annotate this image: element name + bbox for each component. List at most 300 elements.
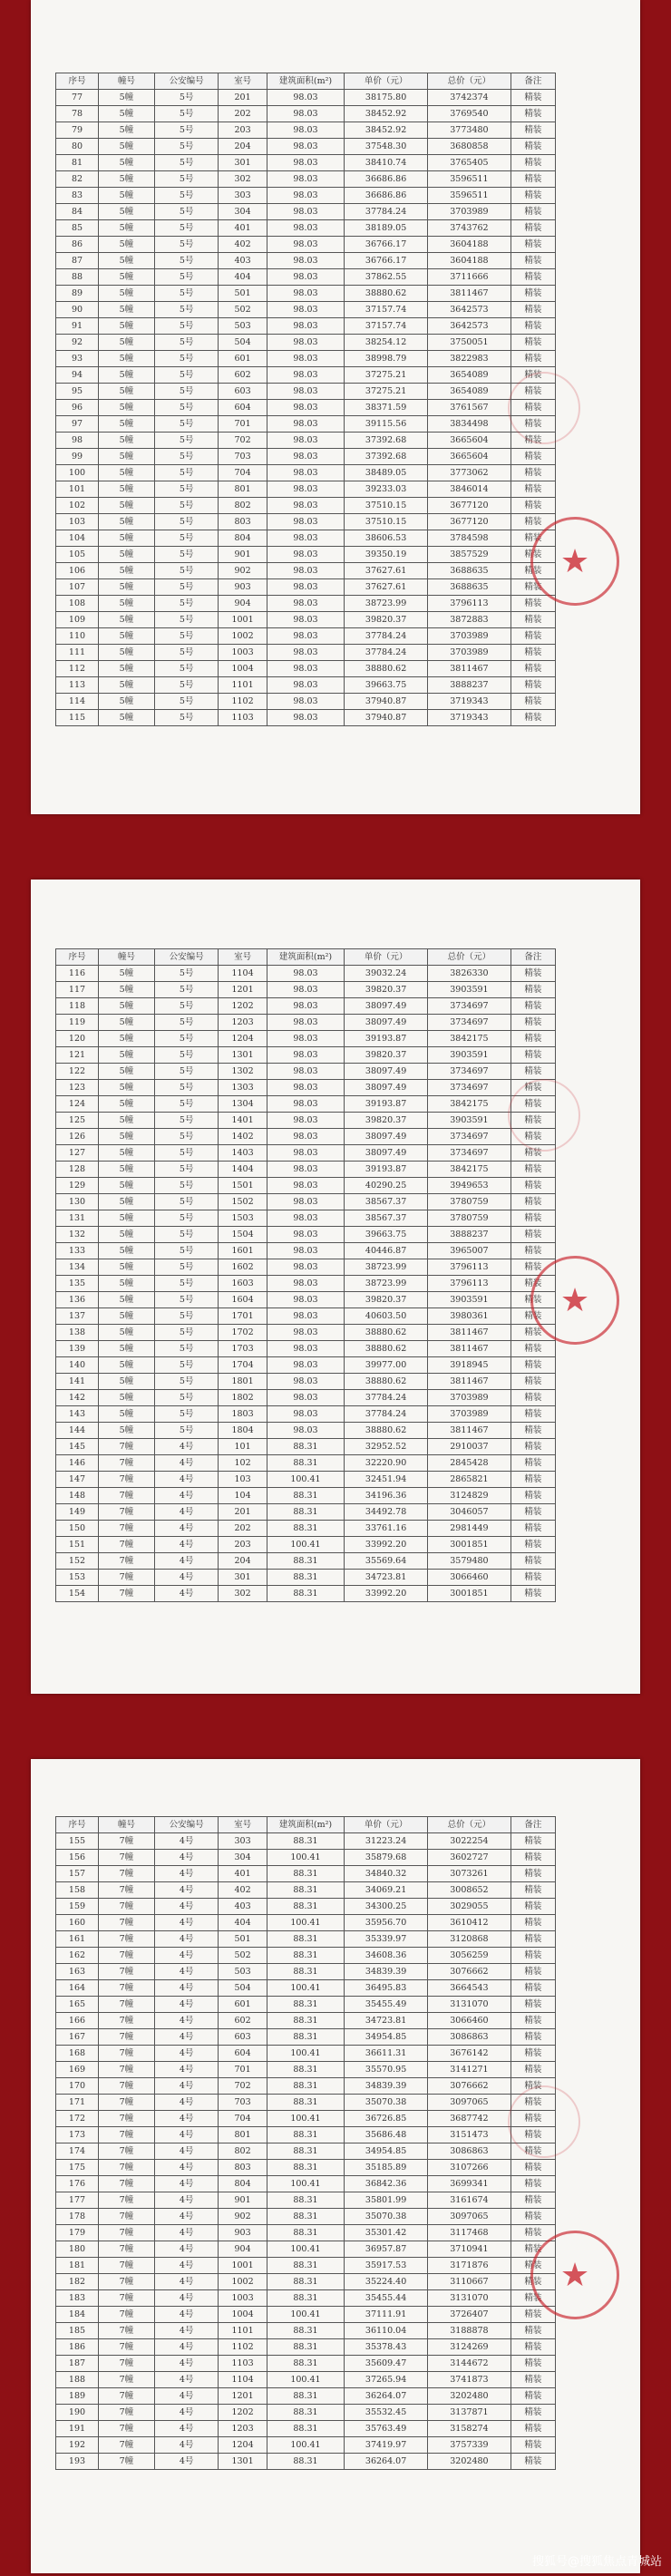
table-cell: 3726407 xyxy=(428,2307,511,2323)
table-cell: 精装 xyxy=(511,612,555,628)
table-cell: 37419.97 xyxy=(345,2437,428,2454)
table-cell: 3734697 xyxy=(428,1145,511,1162)
table-cell: 精装 xyxy=(511,596,555,612)
table-cell: 5幢 xyxy=(98,677,154,694)
table-cell: 180 xyxy=(56,2241,99,2258)
table-cell: 98.03 xyxy=(267,1374,344,1390)
table-cell: 98.03 xyxy=(267,465,344,481)
table-cell: 38371.59 xyxy=(345,400,428,416)
table-cell: 127 xyxy=(56,1145,99,1162)
table-cell: 5幢 xyxy=(98,400,154,416)
table-row xyxy=(56,1113,556,1129)
column-header: 单价（元） xyxy=(345,949,428,966)
table-cell: 134 xyxy=(56,1259,99,1276)
table-cell: 3188878 xyxy=(428,2323,511,2339)
table-cell: 5幢 xyxy=(98,1047,154,1064)
table-cell: 精装 xyxy=(511,1292,555,1308)
table-cell: 35801.99 xyxy=(345,2192,428,2209)
table-cell: 精装 xyxy=(511,1259,555,1276)
table-cell: 38880.62 xyxy=(345,661,428,677)
table-cell: 38606.53 xyxy=(345,530,428,547)
table-cell: 3822983 xyxy=(428,351,511,367)
table-cell: 100.41 xyxy=(267,2241,344,2258)
table-cell: 100 xyxy=(56,465,99,481)
table-cell: 3780759 xyxy=(428,1210,511,1227)
table-cell: 39115.56 xyxy=(345,416,428,433)
table-cell: 37157.74 xyxy=(345,302,428,318)
table-cell: 502 xyxy=(219,302,267,318)
table-row xyxy=(56,1178,556,1194)
table-cell: 98.03 xyxy=(267,106,344,122)
table-row xyxy=(56,188,556,204)
table-row xyxy=(56,2111,556,2127)
table-cell: 1201 xyxy=(219,982,267,998)
table-cell: 7幢 xyxy=(98,1586,154,1602)
table-cell: 111 xyxy=(56,645,99,661)
table-row xyxy=(56,579,556,596)
table-cell: 5号 xyxy=(154,481,218,498)
table-cell: 3949653 xyxy=(428,1178,511,1194)
table-cell: 301 xyxy=(219,1570,267,1586)
table-cell: 精装 xyxy=(511,2339,555,2356)
table-cell: 38489.05 xyxy=(345,465,428,481)
table-cell: 77 xyxy=(56,90,99,106)
table-cell: 185 xyxy=(56,2323,99,2339)
table-cell: 37392.68 xyxy=(345,449,428,465)
table-cell: 5幢 xyxy=(98,694,154,710)
table-cell: 182 xyxy=(56,2274,99,2290)
table-cell: 38567.37 xyxy=(345,1194,428,1210)
table-cell: 精装 xyxy=(511,1341,555,1357)
table-cell: 3743762 xyxy=(428,220,511,237)
table-row xyxy=(56,563,556,579)
table-cell: 501 xyxy=(219,286,267,302)
table-cell: 143 xyxy=(56,1406,99,1423)
table-cell: 502 xyxy=(219,1948,267,1964)
table-cell: 1302 xyxy=(219,1064,267,1080)
table-cell: 98.03 xyxy=(267,1406,344,1423)
table-row xyxy=(56,1390,556,1406)
table-cell: 精装 xyxy=(511,1915,555,1931)
seal-icon: ★ xyxy=(530,517,619,606)
table-cell: 98.03 xyxy=(267,1227,344,1243)
table-cell: 36495.83 xyxy=(345,1980,428,1997)
table-cell: 5幢 xyxy=(98,596,154,612)
table-cell: 精装 xyxy=(511,1455,555,1472)
table-cell: 40290.25 xyxy=(345,1178,428,1194)
table-cell: 504 xyxy=(219,1980,267,1997)
table-cell: 3750051 xyxy=(428,335,511,351)
table-cell: 104 xyxy=(219,1488,267,1504)
column-header: 建筑面积(m²) xyxy=(267,1817,344,1833)
table-cell: 3596511 xyxy=(428,171,511,188)
table-cell: 5幢 xyxy=(98,966,154,982)
table-row xyxy=(56,998,556,1015)
column-header: 备注 xyxy=(511,949,555,966)
table-cell: 401 xyxy=(219,1866,267,1882)
table-cell: 7幢 xyxy=(98,2127,154,2143)
table-cell: 33761.16 xyxy=(345,1521,428,1537)
table-cell: 162 xyxy=(56,1948,99,1964)
table-cell: 5号 xyxy=(154,1047,218,1064)
table-row xyxy=(56,481,556,498)
table-cell: 5幢 xyxy=(98,1357,154,1374)
table-cell: 98.03 xyxy=(267,1145,344,1162)
table-cell: 36842.36 xyxy=(345,2176,428,2192)
table-cell: 3687742 xyxy=(428,2111,511,2127)
table-cell: 4号 xyxy=(154,2176,218,2192)
table-cell: 5幢 xyxy=(98,384,154,400)
table-cell: 38723.99 xyxy=(345,596,428,612)
table-cell: 1004 xyxy=(219,2307,267,2323)
table-cell: 804 xyxy=(219,530,267,547)
table-cell: 7幢 xyxy=(98,1915,154,1931)
table-cell: 34723.81 xyxy=(345,1570,428,1586)
table-cell: 110 xyxy=(56,628,99,645)
table-cell: 7幢 xyxy=(98,1439,154,1455)
table-cell: 5号 xyxy=(154,1259,218,1276)
table-cell: 803 xyxy=(219,2160,267,2176)
table-cell: 801 xyxy=(219,481,267,498)
table-cell: 34954.85 xyxy=(345,2143,428,2160)
table-cell: 38189.05 xyxy=(345,220,428,237)
table-cell: 902 xyxy=(219,563,267,579)
table-cell: 802 xyxy=(219,498,267,514)
table-row xyxy=(56,1259,556,1276)
table-cell: 98.03 xyxy=(267,1015,344,1031)
table-cell: 158 xyxy=(56,1882,99,1899)
table-cell: 84 xyxy=(56,204,99,220)
table-row xyxy=(56,1866,556,1882)
table-cell: 7幢 xyxy=(98,2209,154,2225)
table-cell: 1601 xyxy=(219,1243,267,1259)
table-cell: 98.03 xyxy=(267,1031,344,1047)
table-cell: 3811467 xyxy=(428,1325,511,1341)
table-row xyxy=(56,90,556,106)
table-cell: 7幢 xyxy=(98,2078,154,2095)
table-cell: 109 xyxy=(56,612,99,628)
table-cell: 4号 xyxy=(154,1504,218,1521)
table-cell: 153 xyxy=(56,1570,99,1586)
table-cell: 37784.24 xyxy=(345,1390,428,1406)
table-row xyxy=(56,498,556,514)
table-cell: 98.03 xyxy=(267,694,344,710)
table-cell: 3703989 xyxy=(428,645,511,661)
table-cell: 137 xyxy=(56,1308,99,1325)
table-cell: 3131070 xyxy=(428,2290,511,2307)
table-cell: 精装 xyxy=(511,1586,555,1602)
table-cell: 5幢 xyxy=(98,982,154,998)
table-cell: 36766.17 xyxy=(345,237,428,253)
table-cell: 5幢 xyxy=(98,530,154,547)
table-cell: 3699341 xyxy=(428,2176,511,2192)
table-cell: 604 xyxy=(219,400,267,416)
table-cell: 704 xyxy=(219,2111,267,2127)
table-cell: 7幢 xyxy=(98,2176,154,2192)
table-cell: 88.31 xyxy=(267,1488,344,1504)
table-cell: 88.31 xyxy=(267,1570,344,1586)
table-cell: 5幢 xyxy=(98,563,154,579)
table-cell: 90 xyxy=(56,302,99,318)
table-cell: 3066460 xyxy=(428,1570,511,1586)
table-cell: 精装 xyxy=(511,220,555,237)
table-cell: 5幢 xyxy=(98,514,154,530)
table-cell: 168 xyxy=(56,2046,99,2062)
table-cell: 3796113 xyxy=(428,596,511,612)
table-cell: 3097065 xyxy=(428,2095,511,2111)
table-cell: 402 xyxy=(219,237,267,253)
table-row xyxy=(56,1850,556,1866)
column-header: 公安编号 xyxy=(154,949,218,966)
table-row xyxy=(56,139,556,155)
table-cell: 1204 xyxy=(219,2437,267,2454)
table-cell: 86 xyxy=(56,237,99,253)
table-cell: 97 xyxy=(56,416,99,433)
table-cell: 3202480 xyxy=(428,2388,511,2405)
table-cell: 7幢 xyxy=(98,1980,154,1997)
table-cell: 183 xyxy=(56,2290,99,2307)
table-cell: 7幢 xyxy=(98,1833,154,1850)
table-row xyxy=(56,2454,556,2470)
seal-icon: ★ xyxy=(530,1256,619,1345)
table-cell: 精装 xyxy=(511,1866,555,1882)
table-cell: 精装 xyxy=(511,677,555,694)
table-cell: 精装 xyxy=(511,998,555,1015)
table-cell: 精装 xyxy=(511,2160,555,2176)
table-cell: 4号 xyxy=(154,1915,218,1931)
table-cell: 1002 xyxy=(219,2274,267,2290)
table-cell: 112 xyxy=(56,661,99,677)
table-cell: 1202 xyxy=(219,2405,267,2421)
table-cell: 1303 xyxy=(219,1080,267,1096)
table-cell: 3086863 xyxy=(428,2029,511,2046)
table-cell: 5号 xyxy=(154,661,218,677)
table-row xyxy=(56,1586,556,1602)
table-cell: 7幢 xyxy=(98,2029,154,2046)
table-cell: 5号 xyxy=(154,188,218,204)
table-cell: 108 xyxy=(56,596,99,612)
table-cell: 98.03 xyxy=(267,449,344,465)
table-row xyxy=(56,433,556,449)
table-cell: 5幢 xyxy=(98,1227,154,1243)
table-row xyxy=(56,237,556,253)
table-cell: 精装 xyxy=(511,90,555,106)
table-cell: 37784.24 xyxy=(345,1406,428,1423)
table-cell: 33992.20 xyxy=(345,1537,428,1553)
table-cell: 98.03 xyxy=(267,982,344,998)
table-cell: 4号 xyxy=(154,2143,218,2160)
table-cell: 4号 xyxy=(154,2421,218,2437)
table-cell: 4号 xyxy=(154,2405,218,2421)
table-cell: 98.03 xyxy=(267,171,344,188)
table-cell: 3688635 xyxy=(428,563,511,579)
table-cell: 404 xyxy=(219,269,267,286)
table-cell: 38097.49 xyxy=(345,1145,428,1162)
table-cell: 精装 xyxy=(511,1145,555,1162)
table-cell: 精装 xyxy=(511,1080,555,1096)
table-cell: 1001 xyxy=(219,2258,267,2274)
table-cell: 188 xyxy=(56,2372,99,2388)
table-cell: 5幢 xyxy=(98,710,154,726)
table-cell: 85 xyxy=(56,220,99,237)
table-cell: 38452.92 xyxy=(345,106,428,122)
table-cell: 192 xyxy=(56,2437,99,2454)
table-row xyxy=(56,2323,556,2339)
table-cell: 98.03 xyxy=(267,155,344,171)
table-cell: 精装 xyxy=(511,1931,555,1948)
table-cell: 精装 xyxy=(511,269,555,286)
table-cell: 精装 xyxy=(511,318,555,335)
table-cell: 5幢 xyxy=(98,253,154,269)
table-cell: 7幢 xyxy=(98,1899,154,1915)
table-cell: 精装 xyxy=(511,367,555,384)
table-cell: 141 xyxy=(56,1374,99,1390)
table-cell: 1202 xyxy=(219,998,267,1015)
table-cell: 3846014 xyxy=(428,481,511,498)
table-cell: 4号 xyxy=(154,2062,218,2078)
table-cell: 34839.39 xyxy=(345,1964,428,1980)
table-cell: 1702 xyxy=(219,1325,267,1341)
table-cell: 5号 xyxy=(154,318,218,335)
table-cell: 5幢 xyxy=(98,661,154,677)
table-row xyxy=(56,1341,556,1357)
table-cell: 5幢 xyxy=(98,628,154,645)
table-cell: 4号 xyxy=(154,2339,218,2356)
table-cell: 5号 xyxy=(154,1390,218,1406)
table-cell: 精装 xyxy=(511,1964,555,1980)
table-cell: 7幢 xyxy=(98,2356,154,2372)
table-cell: 5号 xyxy=(154,139,218,155)
table-cell: 36264.07 xyxy=(345,2388,428,2405)
table-cell: 33992.20 xyxy=(345,1586,428,1602)
table-cell: 98.03 xyxy=(267,1325,344,1341)
table-row xyxy=(56,1472,556,1488)
table-cell: 302 xyxy=(219,171,267,188)
column-header: 公安编号 xyxy=(154,1817,218,1833)
table-cell: 702 xyxy=(219,2078,267,2095)
table-cell: 88.31 xyxy=(267,1455,344,1472)
price-table-2 xyxy=(55,948,556,1602)
table-cell: 140 xyxy=(56,1357,99,1374)
table-row xyxy=(56,2062,556,2078)
table-row xyxy=(56,286,556,302)
column-header: 单价（元） xyxy=(345,1817,428,1833)
price-table-1 xyxy=(55,73,556,726)
table-cell: 88.31 xyxy=(267,1964,344,1980)
table-cell: 3677120 xyxy=(428,514,511,530)
table-cell: 5幢 xyxy=(98,1276,154,1292)
table-row xyxy=(56,171,556,188)
table-cell: 1102 xyxy=(219,694,267,710)
table-cell: 37265.94 xyxy=(345,2372,428,2388)
table-cell: 精装 xyxy=(511,1162,555,1178)
table-cell: 36726.85 xyxy=(345,2111,428,2127)
table-cell: 184 xyxy=(56,2307,99,2323)
table-cell: 3765405 xyxy=(428,155,511,171)
table-cell: 1203 xyxy=(219,2421,267,2437)
table-cell: 603 xyxy=(219,2029,267,2046)
table-cell: 4号 xyxy=(154,2454,218,2470)
table-cell: 1403 xyxy=(219,1145,267,1162)
table-cell: 88.31 xyxy=(267,2160,344,2176)
table-cell: 7幢 xyxy=(98,2437,154,2454)
table-row xyxy=(56,1276,556,1292)
table-cell: 37784.24 xyxy=(345,628,428,645)
table-row xyxy=(56,710,556,726)
table-cell: 精装 xyxy=(511,1210,555,1227)
table-cell: 124 xyxy=(56,1096,99,1113)
table-row xyxy=(56,1521,556,1537)
table-cell: 3857529 xyxy=(428,547,511,563)
table-cell: 903 xyxy=(219,2225,267,2241)
table-cell: 100.41 xyxy=(267,2176,344,2192)
table-cell: 172 xyxy=(56,2111,99,2127)
column-header: 序号 xyxy=(56,1817,99,1833)
table-cell: 7幢 xyxy=(98,1850,154,1866)
table-cell: 精装 xyxy=(511,579,555,596)
table-row xyxy=(56,1194,556,1210)
table-cell: 精装 xyxy=(511,1325,555,1341)
table-cell: 3131070 xyxy=(428,1997,511,2013)
table-cell: 精装 xyxy=(511,1537,555,1553)
table-cell: 35070.38 xyxy=(345,2095,428,2111)
table-cell: 7幢 xyxy=(98,2307,154,2323)
table-cell: 5号 xyxy=(154,1064,218,1080)
table-cell: 126 xyxy=(56,1129,99,1145)
table-cell: 3654089 xyxy=(428,384,511,400)
table-cell: 98.03 xyxy=(267,645,344,661)
table-cell: 4号 xyxy=(154,2388,218,2405)
table-cell: 191 xyxy=(56,2421,99,2437)
table-cell: 98.03 xyxy=(267,498,344,514)
table-cell: 186 xyxy=(56,2339,99,2356)
table-cell: 精装 xyxy=(511,188,555,204)
table-cell: 38254.12 xyxy=(345,335,428,351)
table-cell: 39663.75 xyxy=(345,677,428,694)
table-row xyxy=(56,2290,556,2307)
faint-seal-3 xyxy=(508,2085,580,2158)
table-cell: 精装 xyxy=(511,433,555,449)
table-cell: 155 xyxy=(56,1833,99,1850)
table-cell: 精装 xyxy=(511,237,555,253)
table-cell: 3151473 xyxy=(428,2127,511,2143)
table-cell: 118 xyxy=(56,998,99,1015)
table-cell: 38723.99 xyxy=(345,1259,428,1276)
table-cell: 5号 xyxy=(154,237,218,253)
table-cell: 36611.31 xyxy=(345,2046,428,2062)
table-cell: 精装 xyxy=(511,1031,555,1047)
table-cell: 5号 xyxy=(154,269,218,286)
table-cell: 精装 xyxy=(511,2388,555,2405)
column-header: 总价（元） xyxy=(428,949,511,966)
table-cell: 精装 xyxy=(511,645,555,661)
table-cell: 36110.04 xyxy=(345,2323,428,2339)
table-cell: 120 xyxy=(56,1031,99,1047)
table-cell: 3888237 xyxy=(428,677,511,694)
table-cell: 精装 xyxy=(511,384,555,400)
table-cell: 39193.87 xyxy=(345,1096,428,1113)
table-cell: 7幢 xyxy=(98,2192,154,2209)
table-row xyxy=(56,1423,556,1439)
table-cell: 901 xyxy=(219,2192,267,2209)
table-row xyxy=(56,1227,556,1243)
table-row xyxy=(56,318,556,335)
table-cell: 3811467 xyxy=(428,661,511,677)
table-cell: 133 xyxy=(56,1243,99,1259)
table-cell: 35686.48 xyxy=(345,2127,428,2143)
table-cell: 3811467 xyxy=(428,1423,511,1439)
table-cell: 80 xyxy=(56,139,99,155)
